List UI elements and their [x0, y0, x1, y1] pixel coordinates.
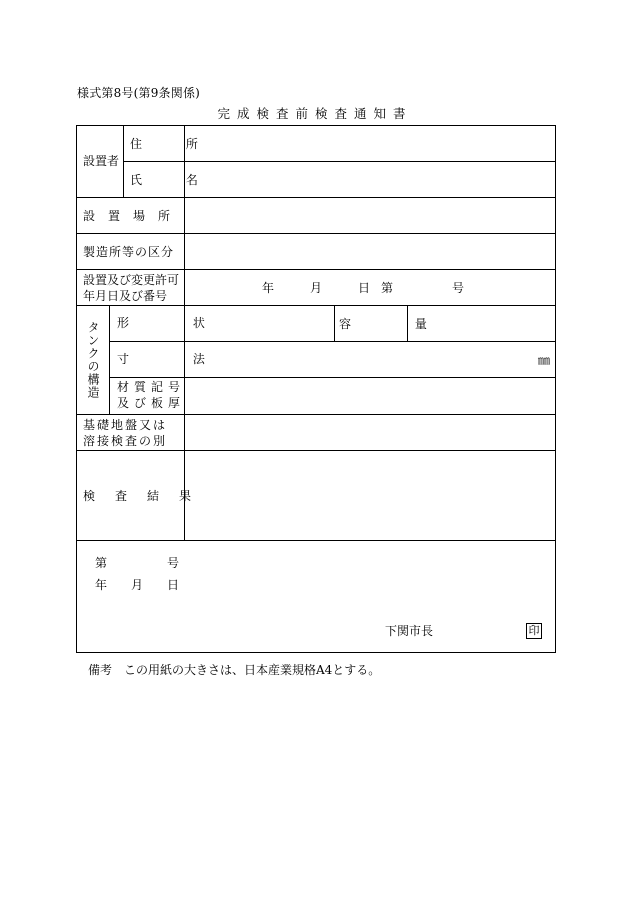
footer-month: 月: [131, 578, 144, 592]
label-tank-structure: タンクの構造: [86, 321, 100, 399]
column-divider: [109, 305, 110, 414]
label-address: [130, 136, 218, 152]
label-dimensions: 寸 法: [117, 352, 235, 366]
row-divider: [109, 377, 555, 378]
label-foundation-line2: 溶接検査の別: [83, 434, 168, 448]
footer-go: 号: [167, 556, 180, 570]
row-divider: [77, 414, 555, 415]
label-permit-line2: 年月日及び番号: [83, 289, 168, 303]
label-address-text: 住 所: [130, 137, 218, 151]
label-install-location: 設置場所: [83, 209, 184, 223]
label-shape: 形 状: [117, 316, 235, 330]
footer-dai: 第: [95, 556, 108, 570]
permit-month: 月: [310, 281, 323, 295]
row-divider: [77, 197, 555, 198]
row-divider: [77, 540, 555, 541]
row-divider: [77, 305, 555, 306]
permit-go: 号: [452, 281, 465, 295]
label-permit-line1: 設置及び変更許可: [83, 273, 180, 287]
seal-stamp: 印: [526, 623, 542, 639]
permit-year: 年: [262, 281, 275, 295]
row-divider: [109, 341, 555, 342]
note-text: 備考 この用紙の大きさは、日本産業規格A4とする。: [88, 663, 381, 677]
mayor-label: 下関市長: [385, 624, 434, 638]
column-divider: [334, 305, 335, 341]
label-result: 検査結果: [83, 489, 212, 503]
document-title: 完成検査前検査通知書: [217, 106, 413, 121]
label-name: 氏 名: [130, 173, 218, 187]
label-material-line1: 材質記号: [117, 380, 186, 394]
inspection-form-table: [76, 125, 556, 653]
footer-day: 日: [167, 578, 180, 592]
unit-mm: ㎜: [538, 353, 551, 367]
label-foundation-line1: 基礎地盤又は: [83, 418, 168, 432]
column-divider: [184, 126, 185, 540]
row-divider: [77, 269, 555, 270]
row-divider: [77, 450, 555, 451]
permit-day: 日: [358, 281, 371, 295]
form-number: 様式第8号(第9条関係): [77, 86, 201, 100]
label-installer: 設置者: [83, 154, 120, 168]
label-category: 製造所等の区分: [83, 245, 175, 259]
label-material-line2: 及び板厚: [117, 396, 186, 410]
row-divider: [123, 161, 555, 162]
row-divider: [77, 233, 555, 234]
label-capacity: 容 量: [339, 317, 457, 331]
footer-year: 年: [95, 578, 108, 592]
permit-dai: 第: [381, 281, 394, 295]
column-divider: [123, 126, 124, 197]
